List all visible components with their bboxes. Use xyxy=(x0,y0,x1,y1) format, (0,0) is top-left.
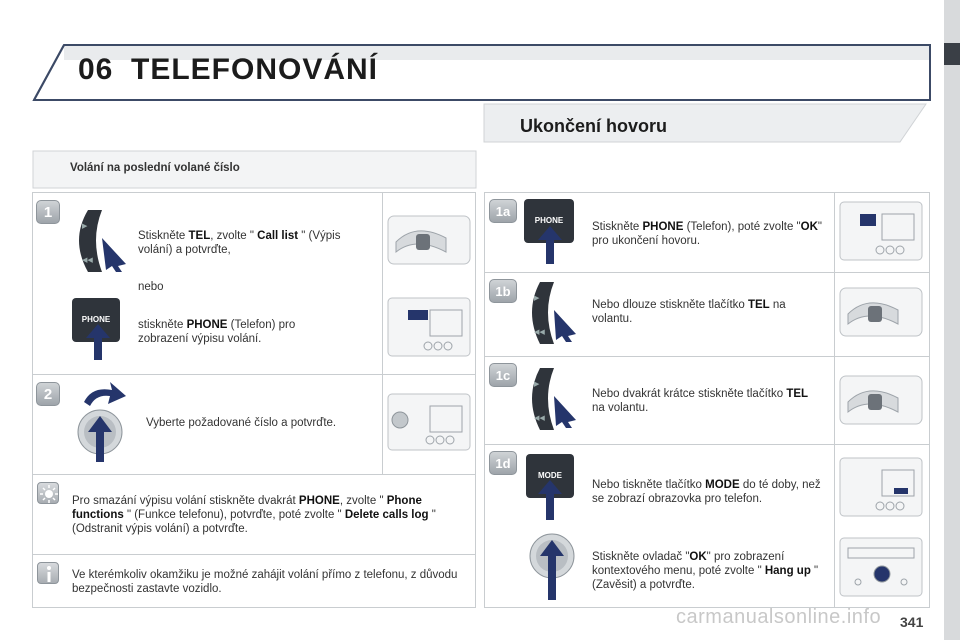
radio-unit-image xyxy=(838,200,924,262)
step-badge: 1a xyxy=(489,199,517,223)
divider xyxy=(32,554,476,555)
step-1-phone-text: stiskněte PHONE (Telefon) pro zobrazení výpisu volání. xyxy=(138,319,296,345)
divider xyxy=(484,356,930,357)
svg-text:▶: ▶ xyxy=(534,381,540,388)
radio-unit-image xyxy=(386,296,472,358)
steering-wheel-image xyxy=(838,370,924,430)
step-1d2-text: Stiskněte ovladač "OK" pro zobrazení kontextového menu, poté zvolte " Hang up " (Zavěsit) a potvrďte. xyxy=(592,551,819,591)
press-arrow-icon xyxy=(538,480,562,520)
step-badge: 1c xyxy=(489,363,517,387)
section-title: Ukončení hovoru xyxy=(520,116,668,136)
subheading: Volání na poslední volané číslo xyxy=(70,162,240,174)
steering-control-image xyxy=(520,280,580,346)
step-badge: 1 xyxy=(36,200,60,224)
step-1a-text: Stiskněte PHONE (Telefon), poté zvolte "OK" pro ukončení hovoru. xyxy=(592,221,822,247)
step-badge: 1b xyxy=(489,279,517,303)
radio-unit-image xyxy=(386,392,472,452)
page-number: 341 xyxy=(900,614,924,630)
phone-button-icon: PHONE xyxy=(72,298,120,342)
press-arrow-icon xyxy=(538,226,562,264)
edge-tab xyxy=(944,0,960,640)
svg-text:◀◀: ◀◀ xyxy=(82,257,93,264)
step-1d-text: Nebo tiskněte tlačítko MODE do té doby, než se zobrazí obrazovka pro telefon. xyxy=(592,479,821,505)
mode-button-icon: MODE xyxy=(526,454,574,498)
step-2-text: Vyberte požadované číslo a potvrďte. xyxy=(146,417,337,429)
steering-wheel-image xyxy=(838,282,924,342)
knob-rotate-press-image xyxy=(70,380,130,466)
phone-button-icon: PHONE xyxy=(524,199,574,243)
divider xyxy=(382,192,383,474)
radio-unit-image xyxy=(838,456,924,518)
svg-text:▶: ▶ xyxy=(82,223,88,230)
step-1c-text: Nebo dvakrát krátce stiskněte tlačítko TEL na volantu. xyxy=(592,388,809,414)
divider xyxy=(834,192,835,608)
chapter-title: TELEFONOVÁNÍ xyxy=(131,53,379,86)
watermark: carmanualsonline.info xyxy=(676,606,882,628)
tip-text: Pro smazání výpisu volání stiskněte dvakrát PHONE, zvolte " Phone functions " (Funkce telefonu), potvrďte, poté zvolte " Delete calls log " (Odstranit výpis volání) a potvrďte. xyxy=(72,495,436,535)
svg-text:▶: ▶ xyxy=(534,295,540,302)
step-badge: 1d xyxy=(489,451,517,475)
divider xyxy=(32,474,476,475)
info-icon xyxy=(37,562,59,584)
steering-control-image xyxy=(66,208,132,274)
chapter-number: 06 xyxy=(78,53,114,86)
step-badge: 2 xyxy=(36,382,60,406)
divider xyxy=(484,272,930,273)
or-text: nebo xyxy=(138,281,164,293)
radio-unit-image xyxy=(838,536,924,598)
divider xyxy=(32,374,476,375)
svg-text:◀◀: ◀◀ xyxy=(534,415,545,422)
tip-icon xyxy=(37,482,59,504)
svg-text:◀◀: ◀◀ xyxy=(534,329,545,336)
steering-wheel-image xyxy=(386,208,472,268)
press-arrow-icon xyxy=(86,324,110,360)
divider xyxy=(484,444,930,445)
steering-control-image xyxy=(520,366,580,432)
knob-press-image xyxy=(526,530,578,602)
step-1b-text: Nebo dlouze stiskněte tlačítko TEL na volantu. xyxy=(592,299,786,325)
step-1-text: Stiskněte TEL, zvolte " Call list " (Výpis volání) a potvrďte, xyxy=(138,230,341,256)
info-text: Ve kterémkoliv okamžiku je možné zahájit volání přímo z telefonu, z důvodu bezpečnosti zastavte vozidlo. xyxy=(72,569,458,595)
